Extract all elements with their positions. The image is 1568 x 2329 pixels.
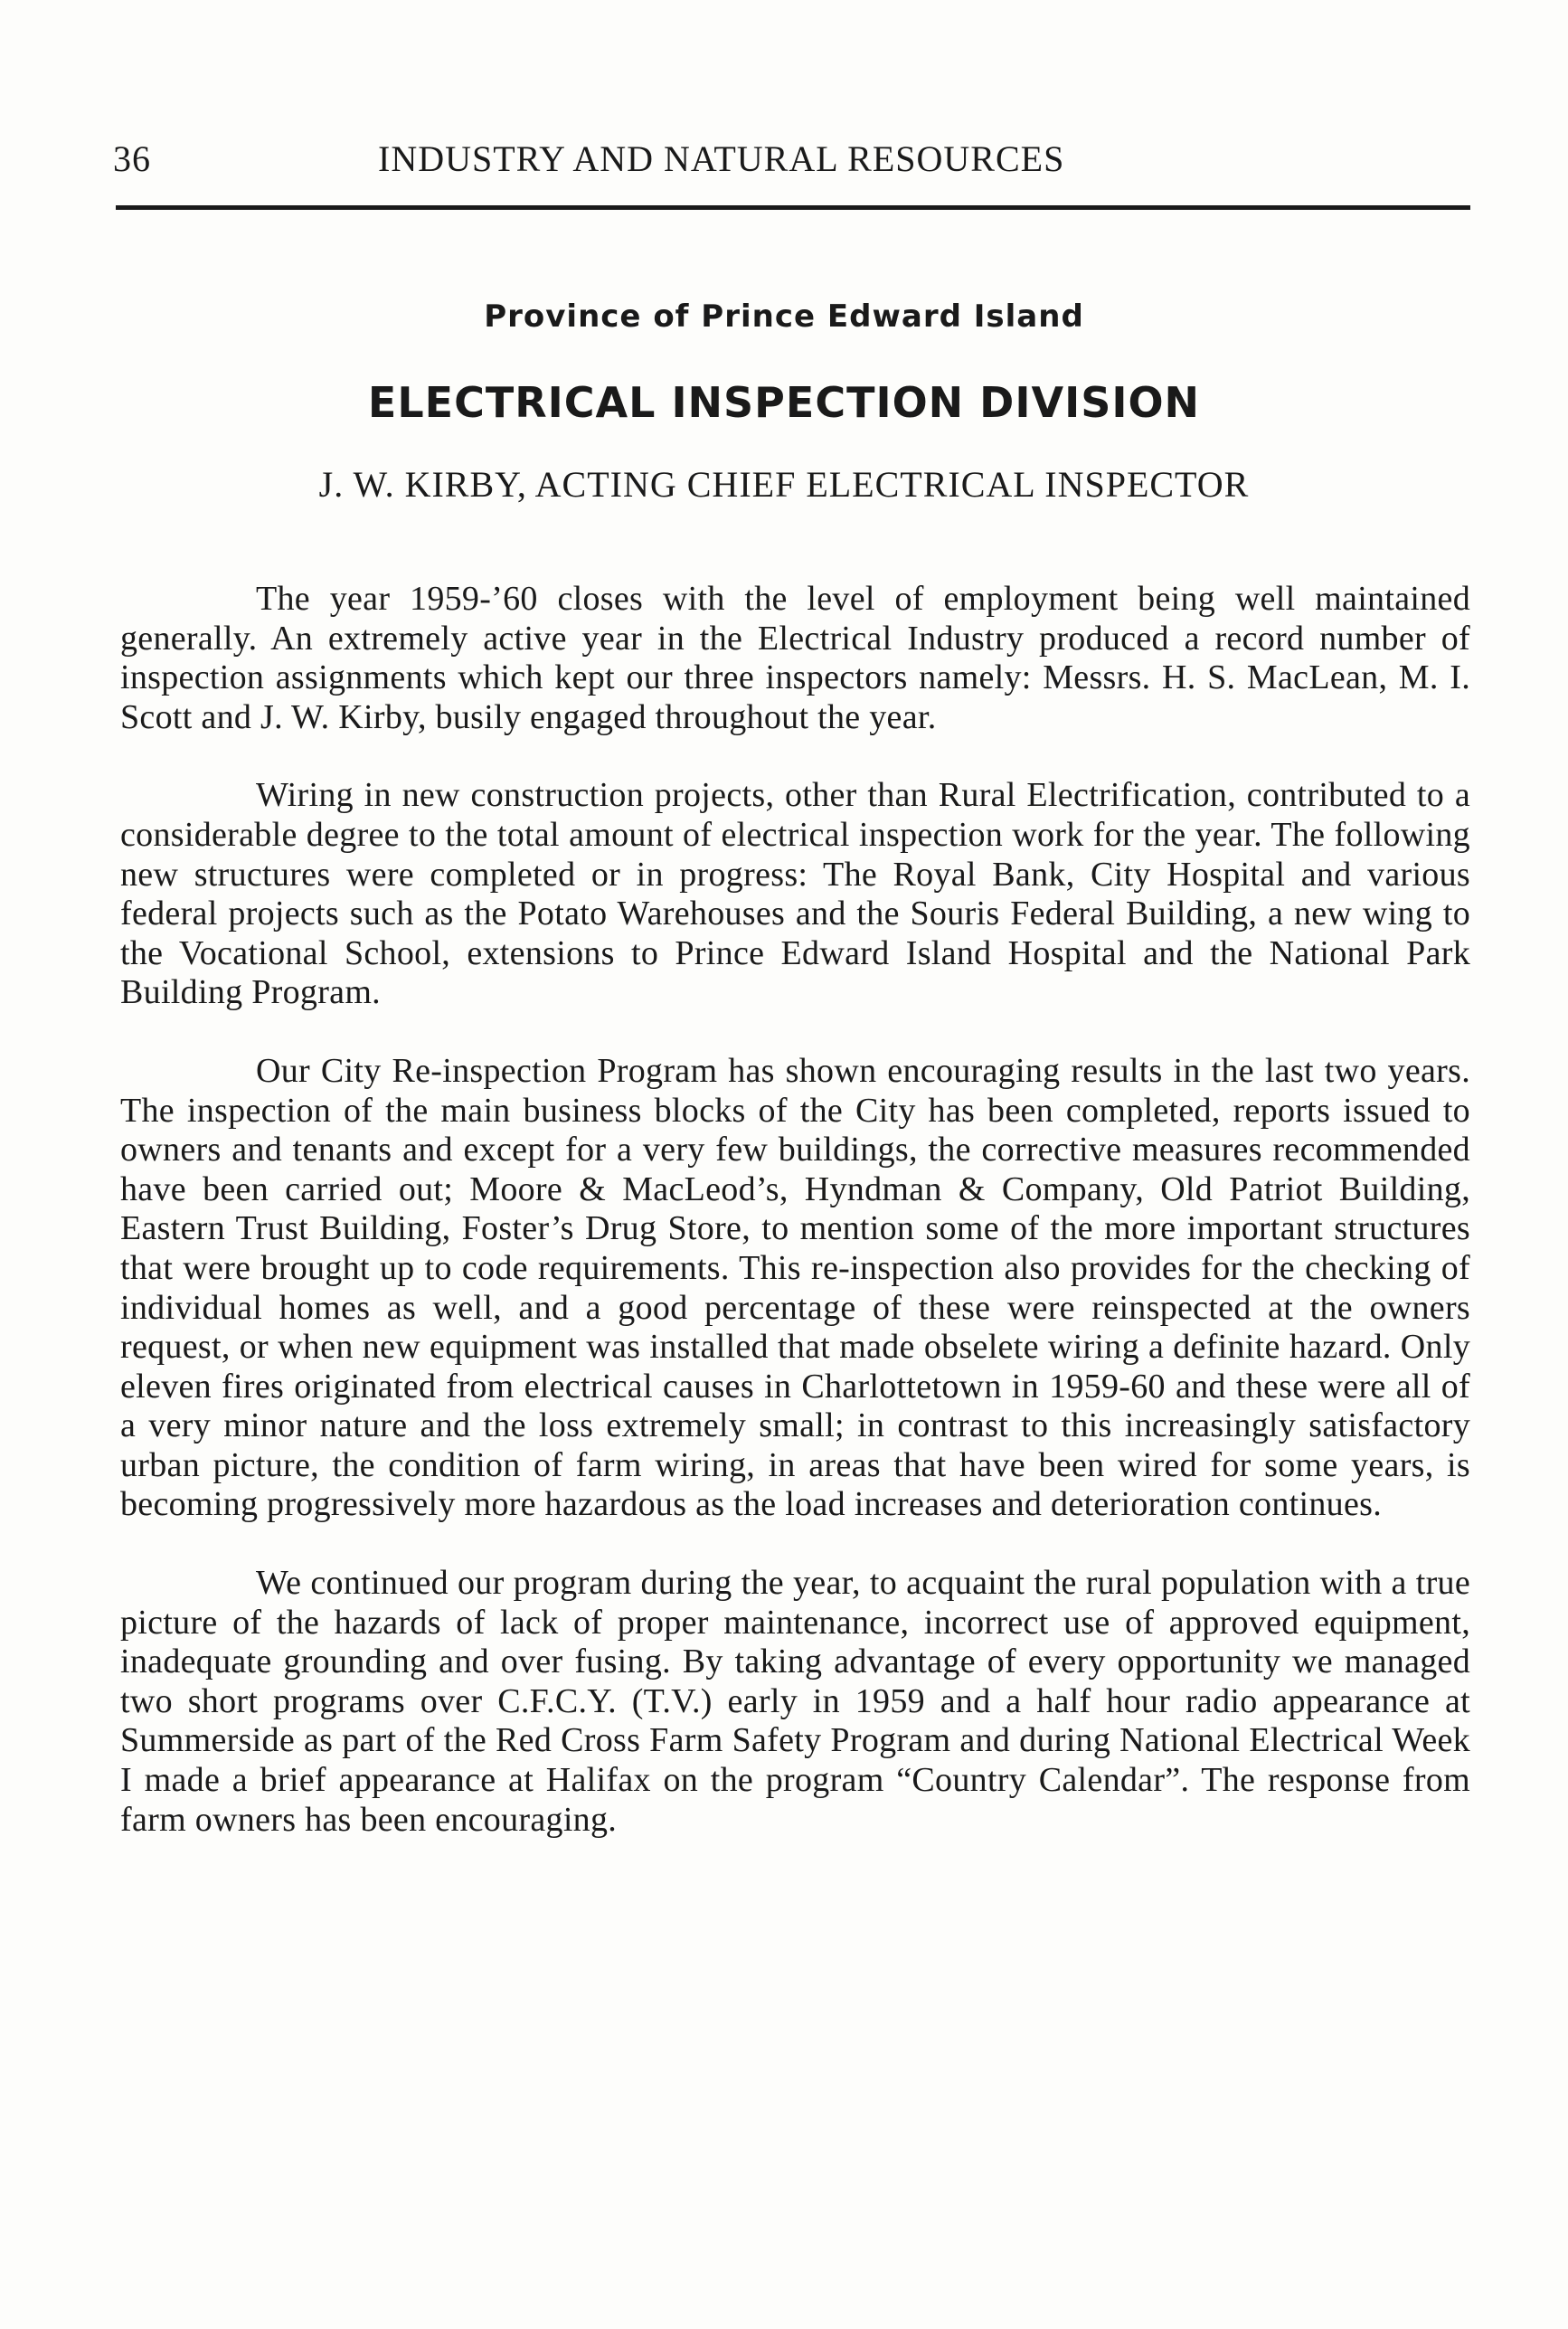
author-byline: J. W. KIRBY, ACTING CHIEF ELECTRICAL INSPECTOR: [318, 464, 1250, 505]
running-title: INDUSTRY AND NATURAL RESOURCES: [378, 138, 1065, 179]
division-title: ELECTRICAL INSPECTION DIVISION: [367, 378, 1201, 427]
running-header: [113, 137, 1469, 192]
paragraph-4: We continued our program during the year, to acquaint the rural population with a true picture of the hazards of lack of proper maintenance, incorrect use of approved equipment, inadequate grounding and over fusing. By taking advantage of every opportunity we managed two short programs over C.F.C.Y. (T.V.) early in 1959 and a half hour radio appearance at Summerside as part of the Red Cross Farm Safety Program and during National Electrical Week I made a brief appearance at Halifax on the program “Country Calendar”. The response from farm owners has been encouraging.: [120, 1564, 1470, 1839]
header-rule: [116, 205, 1470, 210]
paragraph-1: The year 1959-’60 closes with the level of employment being well maintained generally. An extremely active year in the Electrical Industry produced a record number of inspection assignments which kept our three inspectors namely: Messrs. H. S. MacLean, M. I. Scott and J. W. Kirby, busily engaged throughout the year.: [120, 580, 1470, 736]
paragraph-3: Our City Re-inspection Program has shown encouraging results in the last two years. The inspection of the main business blocks of the City has been completed, reports issued to owners and tenants and except for a very few buildings, the corrective measures recommended have been carried out; Moore & MacLeod’s, Hyndman & Company, Old Patriot Building, Eastern Trust Building, Foster’s Drug Store, to mention some of the more important structures that were brought up to code requirements. This re-inspection also provides for the checking of individual homes as well, and a good percentage of these were reinspected at the owners request, or when new equipment was installed that made obselete wiring a definite hazard. Only eleven fires originated from electrical causes in Charlottetown in 1959-60 and these were all of a very minor nature and the loss extremely small; in contrast to this increasingly satisfactory urban picture, the condition of farm wiring, in areas that have been wired for some years, is becoming progressively more hazardous as the load increases and deterioration continues.: [120, 1051, 1470, 1524]
body-text: [120, 580, 1470, 1879]
province-heading: Province of Prince Edward Island: [484, 298, 1084, 335]
paragraph-2: Wiring in new construction projects, other than Rural Electrification, contributed to a considerable degree to the total amount of electrical inspection work for the year. The following new structures were completed or in progress: The Royal Bank, City Hospital and various federal projects such as the Potato Warehouses and the Souris Federal Building, a new wing to the Vocational School, extensions to Prince Edward Island Hospital and the National Park Building Program.: [120, 776, 1470, 1012]
page-number: 36: [113, 138, 151, 179]
